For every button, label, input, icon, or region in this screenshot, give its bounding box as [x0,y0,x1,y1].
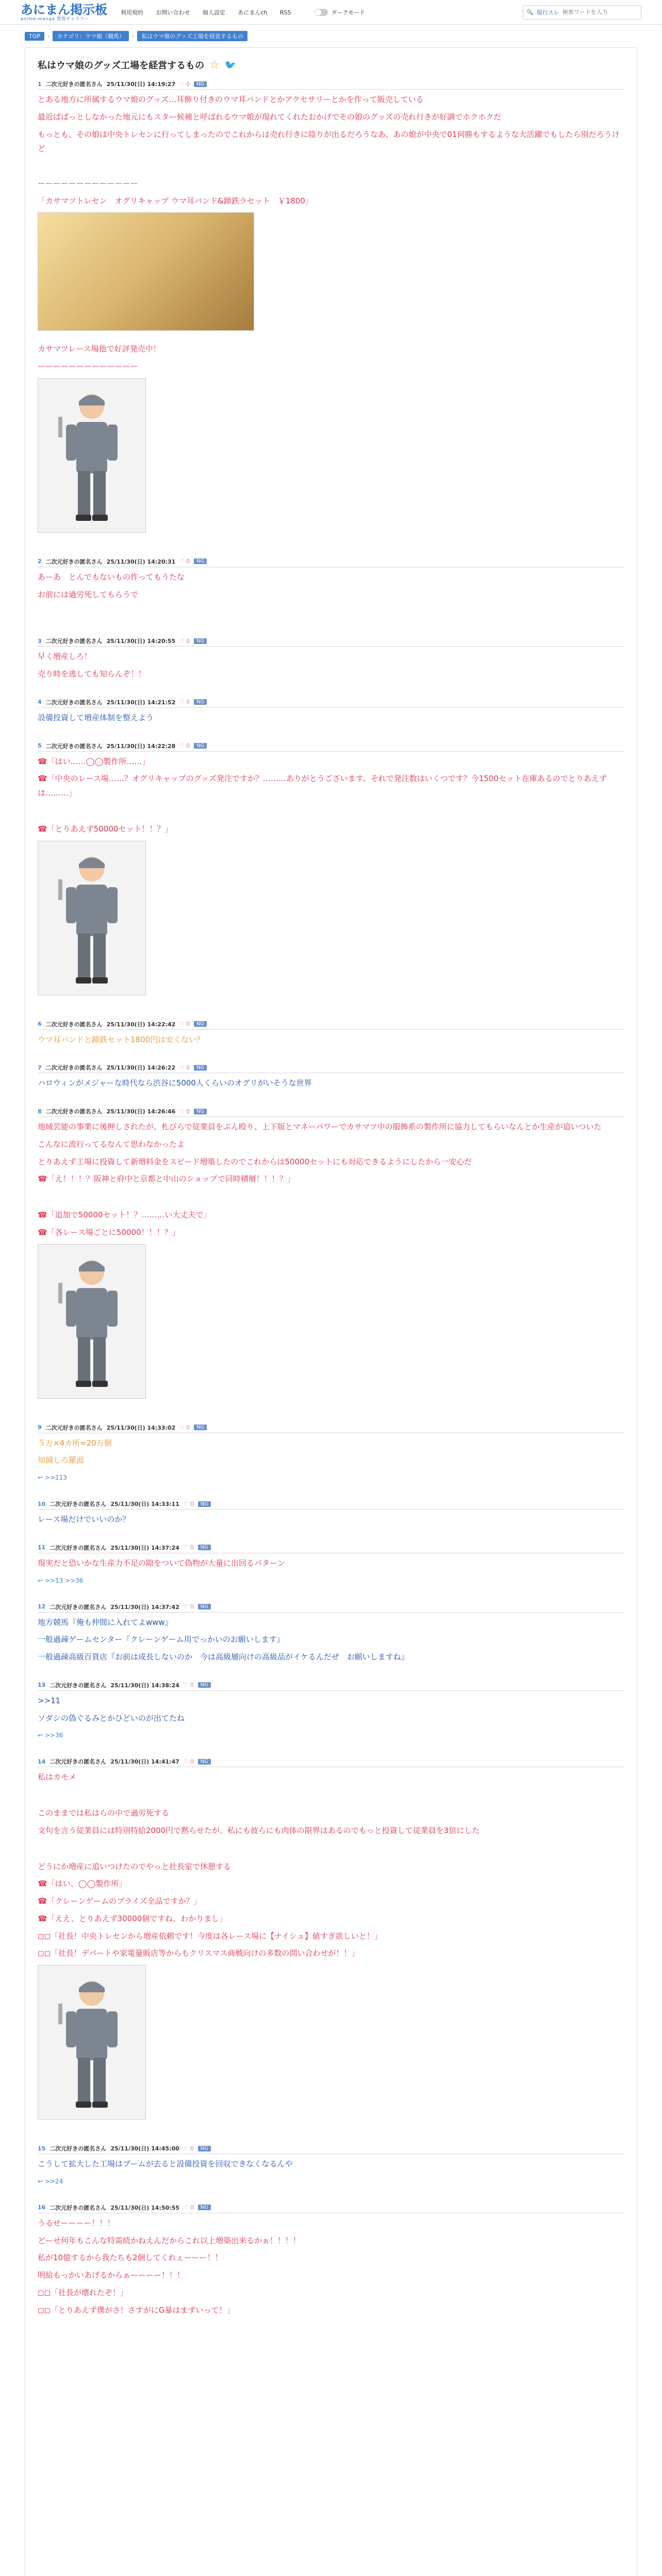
post-date: 25/11/30(日) 14:26:22 [106,1064,176,1072]
post-body [38,1556,624,1584]
post-body [38,1076,624,1091]
search-box[interactable] [523,5,641,20]
ng-button[interactable]: NG [194,1109,207,1114]
reply-anchor-link[interactable]: ↩ >>113 [38,1474,67,1481]
heart-icon: ♡ [179,80,185,88]
heart-icon: ♡ [183,1758,189,1765]
post-body [38,755,624,995]
post-date: 25/11/30(日) 14:19:27 [106,81,176,88]
post [38,1062,624,1101]
ng-button[interactable]: NG [198,1604,211,1609]
like-count: 0 [190,1603,194,1610]
worker-illustration[interactable] [38,1965,146,2120]
post-line: 現実だと恐いかな生産力不足の隙をついて偽物が大量に出回るパターン [38,1558,285,1568]
spacer [38,1190,624,1208]
like-button[interactable] [179,638,190,645]
post-line: ◻◻「社長！中央トレセンから増産依頼です！今度は各レース場に【ナイシュ】値すぎ欲しいと！」 [38,1931,382,1941]
post-line: 明給もっかいあげるからぁーーーー！！！ [38,2270,185,2280]
post-spacer [38,1744,624,1751]
like-count: 0 [186,1108,190,1115]
heart-icon: ♡ [179,1108,185,1115]
post-line: 地方競馬『俺も仲間に入れてよwww』 [38,1617,173,1627]
search-icon[interactable]: 🔍 [526,9,534,15]
nav-contact[interactable]: お問い合わせ [156,9,190,16]
logo-subtitle: anime-manga 質問ギャラリー [21,16,90,21]
dark-mode-toggle[interactable] [315,8,365,16]
post-spacer [38,623,624,631]
like-button[interactable] [184,1501,194,1507]
search-input[interactable] [562,9,638,15]
post-line: こんなに流行ってるなんて思わなかったよ [38,1139,185,1149]
post-line: ウマ耳バンドと蹄鉄セット1800円は安くない？ [38,1035,205,1044]
post-date: 25/11/30(日) 14:21:52 [106,699,176,706]
post-author: 二次元好きの匿名さん [45,558,103,565]
reply-anchor-link[interactable]: ↩ >>24 [38,2177,63,2185]
post-header [38,2143,624,2154]
post-line: ◻◻「社長！デパートや家電量販店等からもクリスマス商戦向けの多数の問い合わせが！！」 [38,1948,359,1958]
like-count: 0 [186,80,190,88]
ng-button[interactable]: NG [194,638,207,644]
post-line: ☎「クレーンゲームのプライズ全品ですか？」 [38,1896,202,1906]
breadcrumb-sep-icon: › [131,32,135,40]
post-body [38,711,624,725]
title-row [38,58,624,72]
post-body [38,1120,624,1399]
like-button[interactable] [179,1021,190,1027]
post-body [38,1033,624,1047]
like-button[interactable] [184,1603,194,1610]
breadcrumb [0,25,662,47]
like-button[interactable] [179,1064,190,1071]
post-date: 25/11/30(日) 14:33:02 [106,1424,176,1431]
post-line: このままでは私はらの中で過労死する [38,1808,170,1818]
star-icon[interactable]: ☆ [209,58,220,72]
post-author: 二次元好きの匿名さん [45,81,103,88]
logo-title: あにまん掲示板 [21,2,107,17]
ng-button[interactable]: NG [194,1425,207,1430]
post-line: 設備投資して増産体制を整えよう [38,713,154,722]
post-date: 25/11/30(日) 14:26:46 [106,1108,176,1115]
post-spacer [38,1007,624,1014]
post [38,2143,624,2197]
post-author: 二次元好きの匿名さん [49,1501,107,1507]
header-nav [121,8,301,16]
post-line: ハロウィンがメジャーな時代なら渋谷に5000人くらいのオグリがいそうな世界 [38,1078,312,1088]
post-header [38,1062,624,1073]
post-line: 売り時を逃しても知らんぞ！！ [38,669,146,679]
like-button[interactable] [179,558,190,565]
post-header [38,636,624,647]
post-date: 25/11/30(日) 14:50:55 [110,2204,179,2211]
twitter-icon[interactable]: 🐦 [224,59,237,71]
post-number[interactable]: 15 [38,2145,46,2152]
like-button[interactable] [179,1424,190,1431]
post-line: こうして拡大した工場はブームが去ると設備投資を回収できなくなるんや [38,2159,293,2168]
post-header [38,79,624,90]
heart-icon: ♡ [183,1500,189,1507]
like-button[interactable] [184,1758,194,1765]
post-date: 25/11/30(日) 14:20:31 [106,558,176,565]
post-line: ☎「え！！！？阪神と府中と京都と中山のショップで同時積層！！！？」 [38,1174,295,1184]
post-number[interactable]: 5 [38,742,42,749]
post-header [38,1602,624,1613]
post-spacer [38,544,624,551]
post-header [38,1019,624,1030]
worker-illustration[interactable] [38,1244,146,1399]
post-line: ☎「とりあえず50000セット！！？」 [38,824,173,834]
post-author: 二次元好きの匿名さん [45,699,103,706]
reply-anchor-link[interactable]: ↩ >>13 >>36 [38,1577,84,1584]
toggle-track[interactable] [315,9,328,16]
heart-icon: ♡ [179,1064,185,1071]
post-line: 知減しろ羅面 [38,1455,85,1465]
post-line: レース場だけでいいのか？ [38,1515,130,1524]
post-line: 「カサマツトレセン オグリキャップ ウマ耳バンド&蹄鉄ラセット ￥1800」 [38,196,313,206]
post-line: ☎「追加で50000セット！？………い大丈夫で」 [38,1210,211,1219]
post-spacer [38,1050,624,1057]
post-line: ５万×4カ所=20万個 [38,1438,112,1448]
nav-terms[interactable]: 利用規約 [121,9,143,16]
toggle-knob [315,9,321,15]
ng-button[interactable]: NG [194,1065,207,1071]
like-count: 0 [190,1544,194,1551]
post-body [38,650,624,682]
post-line: ーーーーーーーーーーーーー [38,178,139,188]
post [38,636,624,692]
worker-illustration[interactable] [38,378,146,533]
post-line: うるせーーーー！！！ [38,2218,115,2228]
ng-button[interactable]: NG [194,558,207,564]
nav-animanch[interactable]: あにまんch [238,9,268,16]
post-date: 25/11/30(日) 14:33:11 [110,1501,179,1507]
post-date: 25/11/30(日) 14:41:47 [110,1758,179,1766]
post-number[interactable]: 1 [38,80,42,88]
post-line: 一般過疎高級百貨店『お前は成長しないのか 今は高級層向けの高級品がイケるんだぜ お願いしますね』 [38,1652,409,1662]
spacer [38,605,624,623]
post-line: ◻◻「社長が壊れたぞ！」 [38,2287,128,2297]
post [38,1499,624,1537]
post-number[interactable]: 8 [38,1108,42,1115]
heart-icon: ♡ [183,1544,189,1551]
post-line: 早く増産しろ！ [38,652,92,662]
post-author: 二次元好きの匿名さん [49,1682,107,1689]
post-line: 文句を言う従業員には特別特給2000円で黙らせたが、私にも彼らにも肉体の限界はあるのでもっと投資して従業員を3倍にした [38,1825,480,1835]
ng-button[interactable]: NG [198,1759,211,1765]
post-spacer [38,685,624,692]
breadcrumb-category[interactable]: カテゴリ：ウマ娘（競馬） [53,31,129,41]
like-count: 0 [186,1064,190,1071]
like-button[interactable] [184,2204,194,2211]
ng-button[interactable]: NG [198,2146,211,2151]
like-button[interactable] [179,742,190,749]
post-author: 二次元好きの匿名さん [45,638,103,645]
post-line: お前には過労死してもらうで [38,589,139,599]
ng-button[interactable]: NG [198,1545,211,1550]
post-author: 二次元好きの匿名さん [45,1108,103,1115]
like-count: 0 [186,1424,190,1431]
post-number[interactable]: 10 [38,1500,46,1507]
post-number[interactable]: 2 [38,558,42,565]
post-header [38,556,624,567]
post-body [38,1436,624,1482]
post-line: もっとも、その娘は中央トレセンに行ってしまったのでこれからは売れ行きに陰りが出るだろうなあ、あの娘が中央で01何勝もするような大活躍でもしたら別だろうけど [38,129,620,154]
post-line: ☎「各レース場ごとに50000！！！？」 [38,1227,180,1237]
post-header [38,2202,624,2213]
breadcrumb-sep-icon: › [47,32,50,40]
post-date: 25/11/30(日) 14:45:00 [110,2145,179,2152]
like-count: 0 [190,2204,194,2211]
like-count: 0 [186,1021,190,1027]
post-header [38,1106,624,1117]
post-author: 二次元好きの匿名さん [49,2204,107,2211]
post-line: ーーーーーーーーーーーーー [38,362,139,371]
post-body [38,1513,624,1527]
post-line: どーせ何年もこんな特需続かねえんだからこれ以上増築出来るかぁ！！！！ [38,2235,301,2245]
heart-icon: ♡ [183,1682,189,1689]
post-author: 二次元好きの匿名さん [49,1603,107,1611]
post-line: ソダシの偽ぐるみとかひどいのが出てたね [38,1713,185,1723]
like-count: 0 [186,558,190,565]
spacer [38,804,624,822]
post-number[interactable]: 3 [38,637,42,645]
post-date: 25/11/30(日) 14:37:42 [110,1603,179,1611]
like-button[interactable] [184,1682,194,1688]
post-date: 25/11/30(日) 14:37:24 [110,1544,179,1551]
dark-mode-label: ダークモード [331,9,366,16]
ng-button[interactable]: NG [194,699,207,705]
thread-container [25,47,637,2576]
nav-settings[interactable]: 個人設定 [202,9,225,16]
ng-button[interactable]: NG [198,1682,211,1688]
post-date: 25/11/30(日) 14:38:24 [110,1682,179,1689]
post-body [38,570,624,624]
post [38,1756,624,2138]
post-number[interactable]: 14 [38,1758,46,1765]
post-header [38,1543,624,1553]
post-spacer [38,1410,624,1417]
post-number[interactable]: 11 [38,1544,46,1551]
post-date: 25/11/30(日) 14:20:55 [106,638,176,645]
post [38,79,624,551]
post-line: ☎「はい、◯◯製作所」 [38,1879,127,1889]
post-line [38,159,624,174]
post-number[interactable]: 13 [38,1682,46,1689]
post [38,1680,624,1752]
post [38,697,624,736]
ng-button[interactable]: NG [198,1501,211,1507]
worker-illustration[interactable] [38,841,146,995]
site-logo[interactable] [21,4,107,21]
heart-icon: ♡ [183,2145,189,2152]
post-header [38,1680,624,1691]
post-header [38,1756,624,1767]
post-line: とある地方に所属するウマ娘のグッズ…耳飾り付きのウマ耳バンドとかアクセサリーとかを作って販売している [38,95,424,104]
post-spacer [38,2320,624,2328]
post-header [38,741,624,752]
post-line: 私が10億するから我たちも2個してくれぇーーー！！ [38,2253,223,2263]
breadcrumb-thread[interactable]: 私はウマ娘のグッズ工場を経営するもの [137,31,247,41]
post-line: ☎「中央のレース場……？オグリキャップのグッズ発注ですか？………ありがとうございます、それで発注数はいくつです？今1500セット在庫あるのでとりあえずは………」 [38,774,607,798]
post-spacer [38,728,624,736]
post-header [38,697,624,708]
post-spacer [38,1094,624,1101]
nav-rss[interactable]: RSS [279,9,291,16]
post-spacer [38,2190,624,2197]
like-button[interactable] [179,699,190,705]
search-scope[interactable]: 現行スレ [536,9,559,16]
post-header [38,1499,624,1510]
heart-icon: ♡ [179,1424,185,1431]
post-body [38,2216,624,2318]
post-number[interactable]: 9 [38,1424,42,1431]
post-line: カサマツレース場他で好評発売中！ [38,344,161,354]
post-spacer [38,1589,624,1597]
ng-button[interactable]: NG [198,2205,211,2210]
post [38,1602,624,1675]
post-line: どうにか増産に追いつけたのでやっと社長室で休憩する [38,1861,231,1871]
post [38,1543,624,1597]
post-spacer [38,1668,624,1675]
like-button[interactable] [179,81,190,88]
like-count: 0 [190,1682,194,1689]
post-line: ☎「ええ、とりあえず30000個ですね、わかりまし」 [38,1913,227,1923]
post [38,1422,624,1494]
like-button[interactable] [179,1108,190,1115]
ng-button[interactable]: NG [194,743,207,749]
post-author: 二次元好きの匿名さん [45,1064,103,1072]
post-body [38,93,624,533]
post-author: 二次元好きの匿名さん [45,742,103,750]
post-number[interactable]: 6 [38,1021,42,1027]
post-spacer [38,1486,624,1494]
post-line: 一般過疎ゲームセンター『クレーンゲーム用でっかいのお願いします』 [38,1635,285,1645]
post-header [38,1422,624,1433]
heart-icon: ♡ [179,637,185,645]
post [38,2202,624,2328]
post-line: ☎「はい……◯◯製作所……」 [38,756,150,766]
post-number[interactable]: 7 [38,1064,42,1071]
post-number[interactable]: 4 [38,699,42,706]
like-count: 0 [186,637,190,645]
post-date: 25/11/30(日) 14:22:42 [106,1021,176,1028]
post-body [38,2157,624,2185]
like-count: 0 [190,1500,194,1507]
post-number[interactable]: 16 [38,2204,46,2211]
heart-icon: ♡ [179,742,185,749]
heart-icon: ♡ [179,699,185,706]
post-body [38,1694,624,1739]
like-count: 0 [186,699,190,706]
heart-icon: ♡ [179,1021,185,1027]
breadcrumb-top[interactable]: TOP [25,32,44,41]
post-author: 二次元好きの匿名さん [49,1758,107,1766]
post-line: あーあ とんでもないもの作ってもうたな [38,572,185,582]
post-author: 二次元好きの匿名さん [45,1021,103,1028]
post-list [38,79,624,2328]
page-title: 私はウマ娘のグッズ工場を経営するもの [38,60,205,71]
heart-icon: ♡ [183,2204,189,2211]
ng-button[interactable]: NG [194,1021,207,1027]
reply-anchor-link[interactable]: ↩ >>36 [38,1732,63,1739]
post-author: 二次元好きの匿名さん [49,1544,107,1551]
post-body [38,1770,624,2120]
heart-icon: ♡ [179,558,185,565]
post-author: 二次元好きの匿名さん [49,2145,107,2152]
post-line: 最近ぱぱっとしなかった地元にもスター候補と呼ばれるウマ娘が現れてくれたおかげでその娘のグッズの売れ行きが好調でホクホクだ [38,112,502,122]
anime-image[interactable] [38,212,254,331]
post [38,1106,624,1417]
spacer [38,1841,624,1860]
like-count: 0 [190,1758,194,1765]
post [38,741,624,1014]
spacer [38,1788,624,1806]
heart-icon: ♡ [183,1603,189,1610]
like-button[interactable] [184,1544,194,1551]
post-date: 25/11/30(日) 14:22:28 [106,742,176,750]
post-line: 地域芸能の事業に後押しされたが、札びらで従業員をぶん殴り、上下版とマネーパワーでカサマツ中の服飾系の製作所に協力してもらいなんとか生産が追いついた [38,1122,602,1131]
post [38,556,624,631]
like-button[interactable] [184,2145,194,2152]
like-count: 0 [186,742,190,749]
post-number[interactable]: 12 [38,1603,46,1610]
post-line: ◻◻「とりあえず僕がさ！さすがにG暴はまずいって！」 [38,2305,235,2315]
post-line: >>11 [38,1696,61,1705]
header [0,0,662,25]
post-spacer [38,1530,624,1537]
ng-button[interactable]: NG [194,81,207,87]
post-line: とりあえず工場に投資して新増料金をスピード増築したのでこれからは50000セットにも対応できるようにしたから一安心だ [38,1157,472,1166]
post [38,1019,624,1058]
post-spacer [38,2131,624,2138]
post-line: 私はカモメ [38,1772,77,1782]
post-body [38,1616,624,1665]
post-author: 二次元好きの匿名さん [45,1424,103,1431]
like-count: 0 [190,2145,194,2152]
